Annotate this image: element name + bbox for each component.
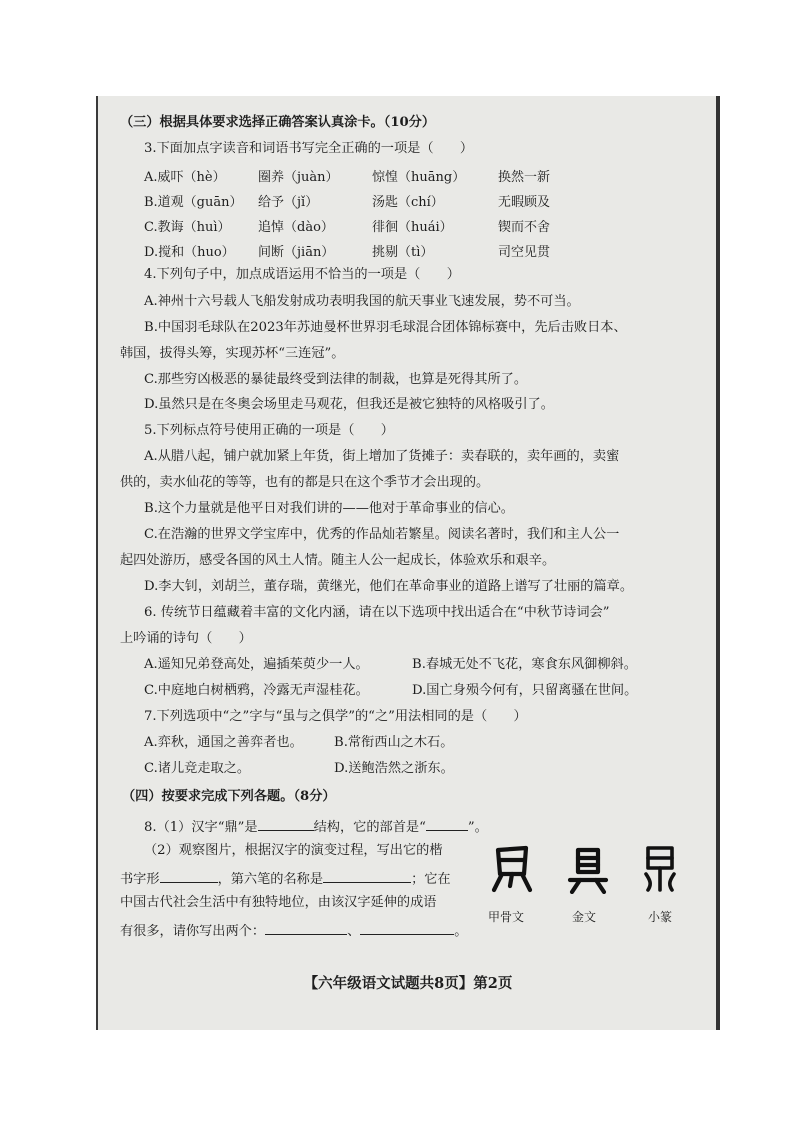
q8-kaishu-blank[interactable] [160,868,218,883]
small-seal-glyph-image [640,844,680,894]
q3-a-1: A.威吓（hè） [144,170,226,185]
q7-option-b: B.常衔西山之木石。 [334,735,454,750]
q3-stem: 3.下面加点字读音和词语书写完全正确的一项是（ ） [144,141,474,156]
q8-part2-line1: （2）观察图片，根据汉字的演变过程，写出它的楷 [144,843,443,858]
q6-option-b: B.春城无处不飞花，寒食东风御柳斜。 [412,657,637,672]
q8-idiom-blank-1[interactable] [265,920,347,935]
q5-option-c-line2: 起四处游历，感受各国的风土人情。随主人公一起成长，体验欢乐和艰辛。 [120,553,556,568]
section-3-title: （三）根据具体要求选择正确答案认真涂卡。（10分） [120,115,436,130]
q3-b-1: B.道观（guān） [144,195,243,210]
q8-part2-line2 [120,868,451,889]
bronze-inscription-glyph-image [566,846,610,894]
page-footer: 【六年级语文试题共8页】第2页 [303,975,513,992]
q8-text-end: 。 [454,924,468,939]
q8-stroke-blank[interactable] [323,868,411,883]
q5-option-c-line1: C.在浩瀚的世界文学宝库中，优秀的作品灿若繁星。阅读名著时，我们和主人公一 [144,527,620,542]
q7-option-a: A.弈秋，通国之善弈者也。 [144,735,303,750]
q3-d-3: 挑剔（tì） [372,245,434,260]
q4-option-b-line1: B.中国羽毛球队在2023年苏迪曼杯世界羽毛球混合团体锦标赛中，先后击败日本、 [144,320,627,335]
section-4-title: （四）按要求完成下列各题。（8分） [122,789,336,804]
q8-part1-text-c: ”。 [467,820,488,835]
q8-part2-line3: 中国古代社会生活中有独特地位，由该汉字延伸的成语 [120,895,437,910]
q8-text-tail: ；它在 [411,872,451,887]
q3-c-3: 徘徊（huái） [372,220,453,235]
q4-stem: 4.下列句子中，加点成语运用不恰当的一项是（ ） [144,267,460,282]
q4-option-b-line2: 韩国，拔得头筹，实现苏杯“三连冠”。 [120,346,345,361]
q6-option-d: D.国亡身殒今何有，只留离骚在世间。 [412,683,638,698]
q6-stem-line1: 6. 传统节日蕴藏着丰富的文化内涵，请在以下选项中找出适合在“中秋节诗词会” [144,605,610,620]
q7-stem: 7.下列选项中“之”字与“虽与之俱学”的“之”用法相同的是（ ） [144,709,527,724]
label-oracle-bone: 甲骨文 [488,910,525,924]
q8-idiom-blank-2[interactable] [360,920,454,935]
q3-a-4: 换然一新 [498,170,551,185]
q8-part2-line4 [120,920,467,941]
q3-a-3: 惊惶（huāng） [372,170,466,185]
q4-option-d: D.虽然只是在冬奥会场里走马观花，但我还是被它独特的风格吸引了。 [144,397,554,412]
q8-part1 [144,816,488,837]
q7-option-c: C.诸儿竞走取之。 [144,761,251,776]
q5-option-d: D.李大钊，刘胡兰，董存瑞，黄继光，他们在革命事业的道路上谱写了壮丽的篇章。 [144,579,634,594]
q5-option-a-line1: A.从腊八起，铺户就加紧上年货，街上增加了货摊子：卖春联的，卖年画的，卖蜜 [144,449,620,464]
oracle-bone-glyph-image [488,844,536,894]
q4-option-a: A.神州十六号载人飞船发射成功表明我国的航天事业飞速发展，势不可当。 [144,294,580,309]
label-small-seal: 小篆 [648,910,673,924]
q3-c-1: C.教诲（huì） [144,220,231,235]
q8-text-sep: 、 [347,924,361,939]
q3-c-4: 锲而不舍 [498,220,551,235]
label-bronze-inscription: 金文 [572,910,597,924]
q7-option-d: D.送鲍浩然之浙东。 [334,761,454,776]
q5-option-a-line2: 供的，卖水仙花的等等，也有的都是只在这个季节才会出现的。 [120,475,490,490]
q8-text-idioms: 有很多，请你写出两个： [120,924,266,939]
q5-stem: 5.下列标点符号使用正确的一项是（ ） [144,423,394,438]
q3-b-3: 汤匙（chí） [372,195,444,210]
q8-structure-blank[interactable] [258,816,314,831]
q4-option-c: C.那些穷凶极恶的暴徒最终受到法律的制裁，也算是死得其所了。 [144,372,528,387]
q3-c-2: 追悼（dào） [258,220,334,235]
q3-a-2: 圈养（juàn） [258,170,339,185]
q8-part1-text-b: 结构，它的部首是“ [313,820,426,835]
q8-part1-text-a: 8.（1）汉字“鼎”是 [144,820,258,835]
exam-page [96,96,720,1030]
q8-radical-blank[interactable] [426,816,468,831]
q3-b-2: 给予（jǐ） [258,195,319,210]
q3-d-4: 司空见贯 [498,245,551,260]
q3-d-2: 间断（jiān） [258,245,335,260]
q6-option-c: C.中庭地白树栖鸦，冷露无声湿桂花。 [144,683,369,698]
q6-stem-line2: 上吟诵的诗句（ ） [120,631,252,646]
q3-b-4: 无暇顾及 [498,195,551,210]
q8-text-stroke: ，第六笔的名称是 [217,872,324,887]
q8-text-script: 书字形 [120,872,160,887]
q3-d-1: D.搅和（huo） [144,245,235,260]
q5-option-b: B.这个力量就是他平日对我们讲的——他对于革命事业的信心。 [144,501,514,516]
q6-option-a: A.遥知兄弟登高处，遍插茱萸少一人。 [144,657,369,672]
